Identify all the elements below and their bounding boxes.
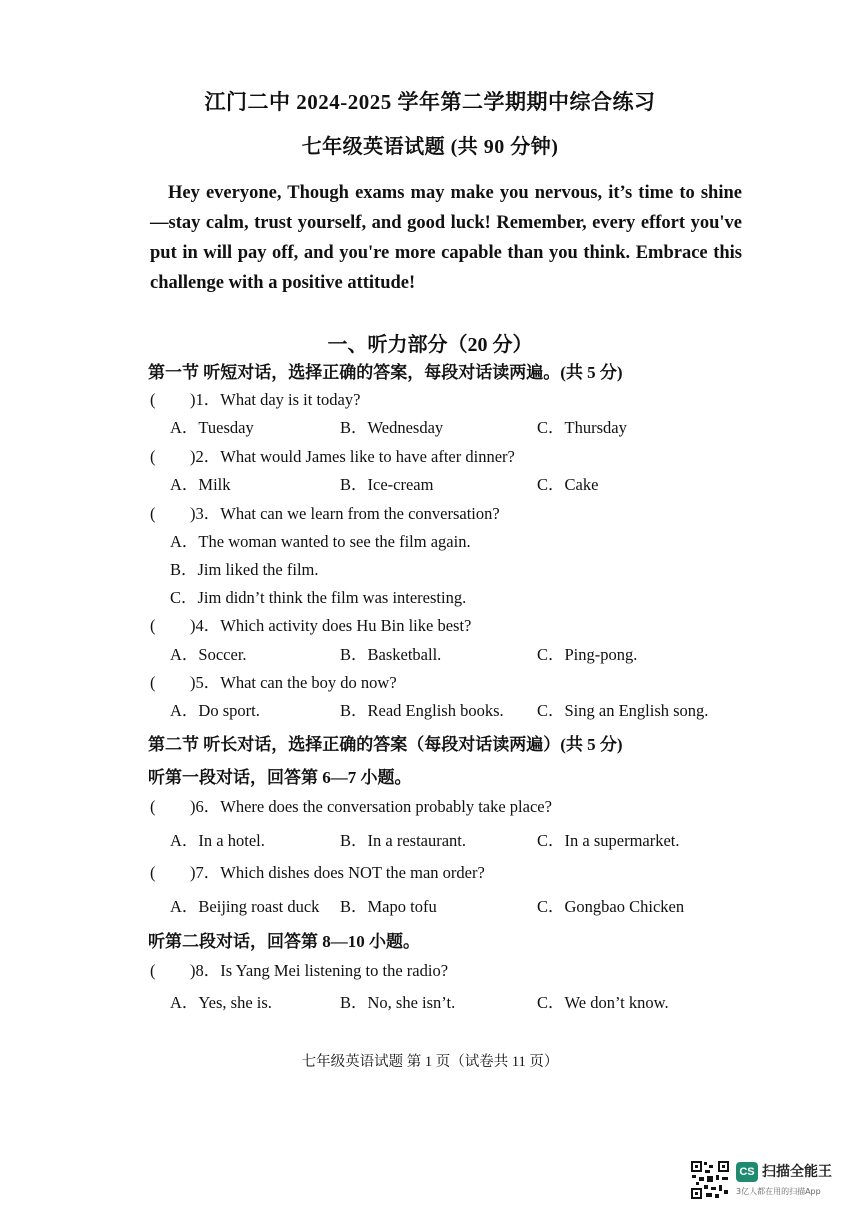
option-c: C．Sing an English song.: [537, 701, 709, 720]
answer-blank: (: [150, 504, 156, 523]
option-a: A．Yes, she is.: [170, 993, 272, 1012]
answer-blank: (: [150, 863, 156, 882]
part1-heading: 第一节 听短对话，选择正确的答案，每段对话读两遍。(共 5 分): [148, 363, 623, 382]
question-8: [150, 957, 448, 981]
answer-blank: (: [150, 961, 156, 980]
option-b: B．In a restaurant.: [340, 831, 466, 850]
option-a: A．Do sport.: [170, 701, 260, 720]
question-stem: )3．What can we learn from the conversation?: [190, 504, 500, 523]
answer-blank: (: [150, 673, 156, 692]
scanner-watermark: [690, 1160, 850, 1204]
answer-blank: (: [150, 797, 156, 816]
question-6: [150, 793, 552, 817]
option-b: B．Basketball.: [340, 645, 442, 664]
qr-code-icon: [690, 1160, 730, 1200]
option-c: C．Cake: [537, 475, 599, 494]
option-c: C．Thursday: [537, 418, 627, 437]
option-c: C．Gongbao Chicken: [537, 897, 685, 916]
answer-blank: (: [150, 390, 156, 409]
question-stem: )5．What can the boy do now?: [190, 673, 397, 692]
question-1: [150, 386, 360, 410]
question-4: [150, 612, 471, 636]
section-title-listening: 一、听力部分（20 分）: [327, 334, 533, 356]
question-stem: )6．Where does the conversation probably take place?: [190, 797, 552, 816]
page-footer: 七年级英语试题 第 1 页（试卷共 11 页）: [301, 1054, 559, 1070]
option-b: B．Mapo tofu: [340, 897, 437, 916]
option-c: C．Ping-pong.: [537, 645, 638, 664]
option-b: B．Read English books.: [340, 701, 504, 720]
exam-title: 江门二中 2024-2025 学年第二学期期中综合练习: [204, 90, 656, 114]
dialog1-heading: 听第一段对话，回答第 6—7 小题。: [148, 768, 412, 787]
option-c: C．In a supermarket.: [537, 831, 680, 850]
question-stem: )4．Which activity does Hu Bin like best?: [190, 616, 472, 635]
answer-blank: (: [150, 447, 156, 466]
question-2: [150, 443, 515, 467]
question-stem: )1．What day is it today?: [190, 390, 361, 409]
question-7: [150, 859, 485, 883]
question-stem: )7．Which dishes does NOT the man order?: [190, 863, 485, 882]
option-b: B．Wednesday: [340, 418, 444, 437]
option-a: A．Tuesday: [170, 418, 254, 437]
option-a: A．Soccer.: [170, 645, 247, 664]
option-c: C．We don’t know.: [537, 993, 669, 1012]
option-a: A．The woman wanted to see the film again.: [170, 532, 471, 551]
answer-blank: (: [150, 616, 156, 635]
part2-heading: 第二节 听长对话，选择正确的答案（每段对话读两遍）(共 5 分): [148, 735, 623, 754]
question-3: [150, 500, 500, 524]
option-a: A．In a hotel.: [170, 831, 265, 850]
option-b: B．Jim liked the film.: [170, 560, 319, 579]
option-c: C．Jim didn’t think the film was interesting.: [170, 588, 467, 607]
camscanner-logo: CS: [736, 1162, 758, 1182]
scanner-slogan: 3亿人都在用的扫描App: [736, 1187, 821, 1196]
intro-paragraph: Hey everyone, Though exams may make you nervous, it’s time to shine—stay calm, trust yourself, and good luck! Remember, every effort you've put in will pay off, and you're more capable than you think. Embrace this challenge with a positive attitude!: [150, 183, 742, 293]
question-stem: )8．Is Yang Mei listening to the radio?: [190, 961, 449, 980]
option-b: B．Ice-cream: [340, 475, 434, 494]
option-a: A．Beijing roast duck: [170, 897, 320, 916]
exam-subtitle: 七年级英语试题 (共 90 分钟): [301, 136, 559, 158]
option-b: B．No, she isn’t.: [340, 993, 456, 1012]
question-stem: )2．What would James like to have after dinner?: [190, 447, 515, 466]
question-5: [150, 669, 397, 693]
dialog2-heading: 听第二段对话，回答第 8—10 小题。: [148, 932, 420, 951]
scanner-brand: 扫描全能王: [762, 1164, 832, 1180]
option-a: A．Milk: [170, 475, 231, 494]
